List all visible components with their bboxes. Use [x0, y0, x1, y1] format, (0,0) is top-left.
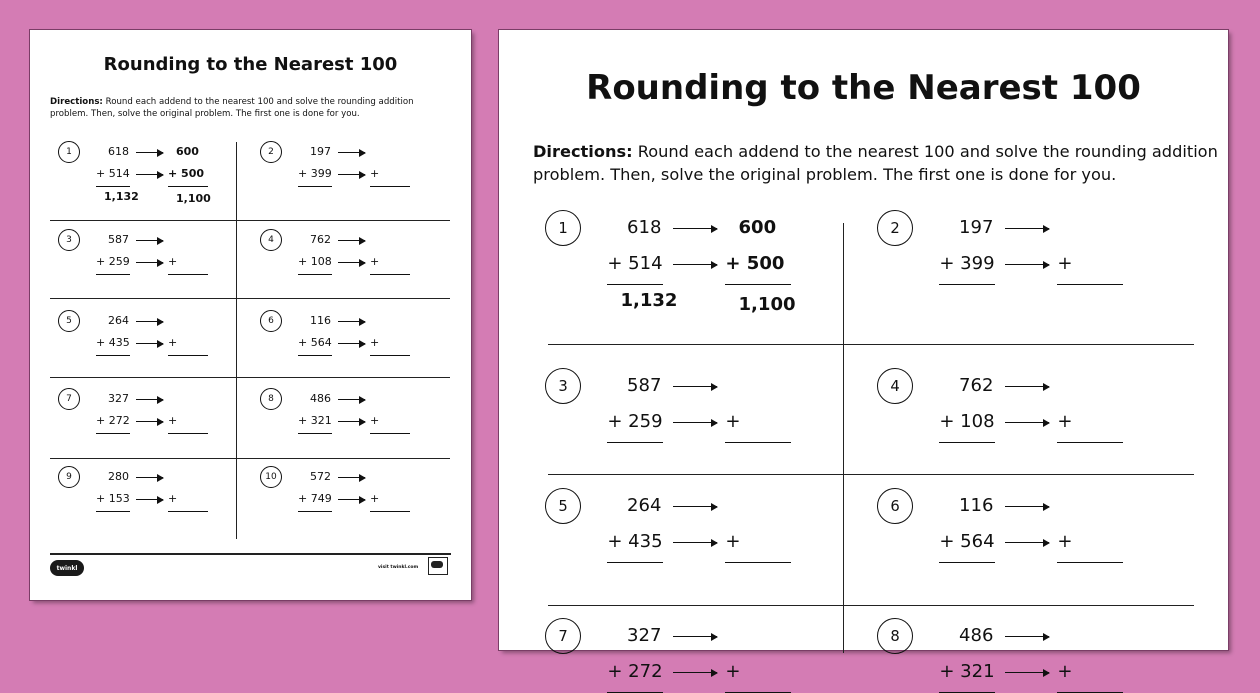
rounded-answer-line	[370, 355, 410, 356]
rounded-answer-line	[1057, 562, 1123, 563]
rounded-answer-line	[725, 442, 791, 443]
arrow-icon	[136, 321, 163, 322]
problem-number: 1	[58, 141, 80, 163]
rounded-answer-line	[370, 433, 410, 434]
plus-sign: +	[725, 410, 741, 432]
plus-sign: +	[725, 660, 741, 682]
arrow-icon	[136, 421, 163, 422]
plus-sign: +	[725, 530, 741, 552]
arrow-icon	[136, 477, 163, 478]
arrow-icon	[338, 477, 365, 478]
rounded-sum: 1,100	[176, 192, 211, 205]
addend-a: 587	[108, 233, 129, 246]
footer-divider	[50, 553, 451, 555]
answer-line	[607, 442, 663, 443]
row-divider	[548, 605, 1194, 606]
addend-a: 762	[959, 374, 994, 396]
answer-line	[298, 511, 332, 512]
arrow-icon	[136, 174, 163, 175]
answer-line	[96, 186, 130, 187]
arrow-icon	[136, 262, 163, 263]
row-divider	[548, 344, 1194, 345]
problem-number: 10	[260, 466, 282, 488]
sum: 1,132	[104, 190, 139, 203]
arrow-icon	[673, 636, 717, 637]
addend-b: + 399	[298, 167, 332, 180]
arrow-icon	[338, 174, 365, 175]
arrow-icon	[338, 421, 365, 422]
rounded-answer-line	[168, 433, 208, 434]
arrow-icon	[673, 386, 717, 387]
plus-sign: +	[370, 336, 380, 349]
plus-sign: +	[370, 492, 380, 505]
arrow-icon	[338, 262, 365, 263]
addend-b: + 564	[298, 336, 332, 349]
rounded-b: + 500	[725, 252, 785, 274]
footer-visit-text: visit twinkl.com	[378, 565, 419, 570]
plus-sign: +	[168, 336, 178, 349]
arrow-icon	[673, 542, 717, 543]
plus-sign: +	[168, 255, 178, 268]
arrow-icon	[1005, 542, 1049, 543]
answer-line	[96, 274, 130, 275]
rounded-answer-line	[1057, 284, 1123, 285]
addend-a: 618	[627, 216, 662, 238]
arrow-icon	[1005, 506, 1049, 507]
addend-a: 197	[959, 216, 994, 238]
directions-line-1	[533, 142, 1218, 161]
addend-b: + 564	[939, 530, 995, 552]
plus-sign: +	[370, 255, 380, 268]
rounded-answer-line	[168, 274, 208, 275]
addend-b: + 108	[298, 255, 332, 268]
addend-b: + 321	[298, 414, 332, 427]
addend-a: 327	[108, 392, 129, 405]
answer-line	[607, 284, 663, 285]
addend-b: + 259	[607, 410, 663, 432]
problem-number: 3	[545, 368, 581, 404]
problem-number: 4	[260, 229, 282, 251]
problem-number: 3	[58, 229, 80, 251]
rounded-answer-line	[168, 511, 208, 512]
worksheet-zoomed	[499, 30, 1228, 682]
answer-line	[939, 562, 995, 563]
arrow-icon	[673, 506, 717, 507]
problem-number: 1	[545, 210, 581, 246]
answer-line	[298, 433, 332, 434]
addend-b: + 514	[96, 167, 130, 180]
arrow-icon	[338, 399, 365, 400]
arrow-icon	[136, 240, 163, 241]
answer-line	[96, 355, 130, 356]
rounded-a: 600	[738, 216, 777, 238]
sum: 1,132	[620, 290, 678, 312]
directions-line-1	[50, 97, 414, 107]
directions-label: Directions:	[533, 142, 633, 161]
addend-b: + 153	[96, 492, 130, 505]
addend-b: + 435	[96, 336, 130, 349]
answer-line	[939, 442, 995, 443]
rounded-answer-line	[725, 284, 791, 285]
row-divider	[548, 474, 1194, 475]
addend-a: 197	[310, 145, 331, 158]
rounded-a: 600	[176, 145, 199, 158]
problem-number: 8	[877, 618, 913, 654]
plus-sign: +	[1057, 410, 1073, 432]
addend-a: 327	[627, 624, 662, 646]
badge-icon	[428, 557, 448, 575]
addend-b: + 108	[939, 410, 995, 432]
plus-sign: +	[168, 492, 178, 505]
twinkl-logo: twinkl	[50, 560, 84, 576]
arrow-icon	[1005, 386, 1049, 387]
arrow-icon	[338, 240, 365, 241]
arrow-icon	[136, 499, 163, 500]
answer-line	[298, 274, 332, 275]
row-divider	[50, 220, 450, 221]
arrow-icon	[338, 152, 365, 153]
addend-a: 618	[108, 145, 129, 158]
addend-a: 116	[310, 314, 331, 327]
directions-line-2: problem. Then, solve the original problem. The first one is done for you.	[533, 165, 1117, 184]
answer-line	[298, 355, 332, 356]
rounded-answer-line	[1057, 442, 1123, 443]
addend-a: 486	[959, 624, 994, 646]
arrow-icon	[673, 422, 717, 423]
addend-b: + 435	[607, 530, 663, 552]
directions-text-1: Round each addend to the nearest 100 and solve the rounding addition	[632, 142, 1218, 161]
row-divider	[50, 458, 450, 459]
addend-b: + 514	[607, 252, 663, 274]
plus-sign: +	[1057, 660, 1073, 682]
answer-line	[607, 562, 663, 563]
addend-a: 762	[310, 233, 331, 246]
arrow-icon	[136, 399, 163, 400]
addend-b: + 272	[96, 414, 130, 427]
page-title: Rounding to the Nearest 100	[103, 54, 398, 75]
arrow-icon	[136, 152, 163, 153]
arrow-icon	[1005, 264, 1049, 265]
rounded-answer-line	[370, 511, 410, 512]
arrow-icon	[338, 343, 365, 344]
arrow-icon	[136, 343, 163, 344]
addend-a: 264	[627, 494, 662, 516]
column-divider	[843, 223, 844, 653]
plus-sign: +	[370, 167, 380, 180]
worksheet-thumbnail	[30, 30, 471, 600]
directions-line-2: problem. Then, solve the original problem. The first one is done for you.	[50, 109, 360, 119]
column-divider	[236, 142, 237, 539]
page-title: Rounding to the Nearest 100	[586, 68, 1141, 108]
problem-number: 2	[877, 210, 913, 246]
rounded-b: + 500	[168, 167, 205, 180]
addend-b: + 272	[607, 660, 663, 682]
problem-number: 4	[877, 368, 913, 404]
rounded-answer-line	[168, 186, 208, 187]
arrow-icon	[673, 264, 717, 265]
problem-number: 5	[58, 310, 80, 332]
problem-number: 6	[260, 310, 282, 332]
arrow-icon	[1005, 636, 1049, 637]
rounded-answer-line	[725, 562, 791, 563]
answer-line	[96, 433, 130, 434]
addend-a: 486	[310, 392, 331, 405]
arrow-icon	[338, 321, 365, 322]
addend-b: + 399	[939, 252, 995, 274]
addend-a: 280	[108, 470, 129, 483]
rounded-answer-line	[370, 274, 410, 275]
addend-a: 572	[310, 470, 331, 483]
answer-line	[939, 284, 995, 285]
plus-sign: +	[168, 414, 178, 427]
addend-b: + 259	[96, 255, 130, 268]
plus-sign: +	[370, 414, 380, 427]
addend-a: 116	[959, 494, 994, 516]
problem-number: 5	[545, 488, 581, 524]
problem-number: 8	[260, 388, 282, 410]
problem-number: 6	[877, 488, 913, 524]
rounded-answer-line	[168, 355, 208, 356]
answer-line	[298, 186, 332, 187]
plus-sign: +	[1057, 530, 1073, 552]
arrow-icon	[673, 672, 717, 673]
answer-line	[96, 511, 130, 512]
row-divider	[50, 298, 450, 299]
problem-number: 7	[545, 618, 581, 654]
arrow-icon	[673, 228, 717, 229]
directions-text-1: Round each addend to the nearest 100 and solve the rounding addition	[102, 97, 414, 107]
problem-number: 2	[260, 141, 282, 163]
problem-number: 9	[58, 466, 80, 488]
addend-a: 264	[108, 314, 129, 327]
rounded-answer-line	[370, 186, 410, 187]
addend-b: + 321	[939, 660, 995, 682]
arrow-icon	[1005, 228, 1049, 229]
arrow-icon	[1005, 422, 1049, 423]
rounded-sum: 1,100	[738, 293, 796, 315]
plus-sign: +	[1057, 252, 1073, 274]
addend-a: 587	[627, 374, 662, 396]
problem-number: 7	[58, 388, 80, 410]
row-divider	[50, 377, 450, 378]
arrow-icon	[1005, 672, 1049, 673]
arrow-icon	[338, 499, 365, 500]
directions-label: Directions:	[50, 97, 103, 107]
addend-b: + 749	[298, 492, 332, 505]
